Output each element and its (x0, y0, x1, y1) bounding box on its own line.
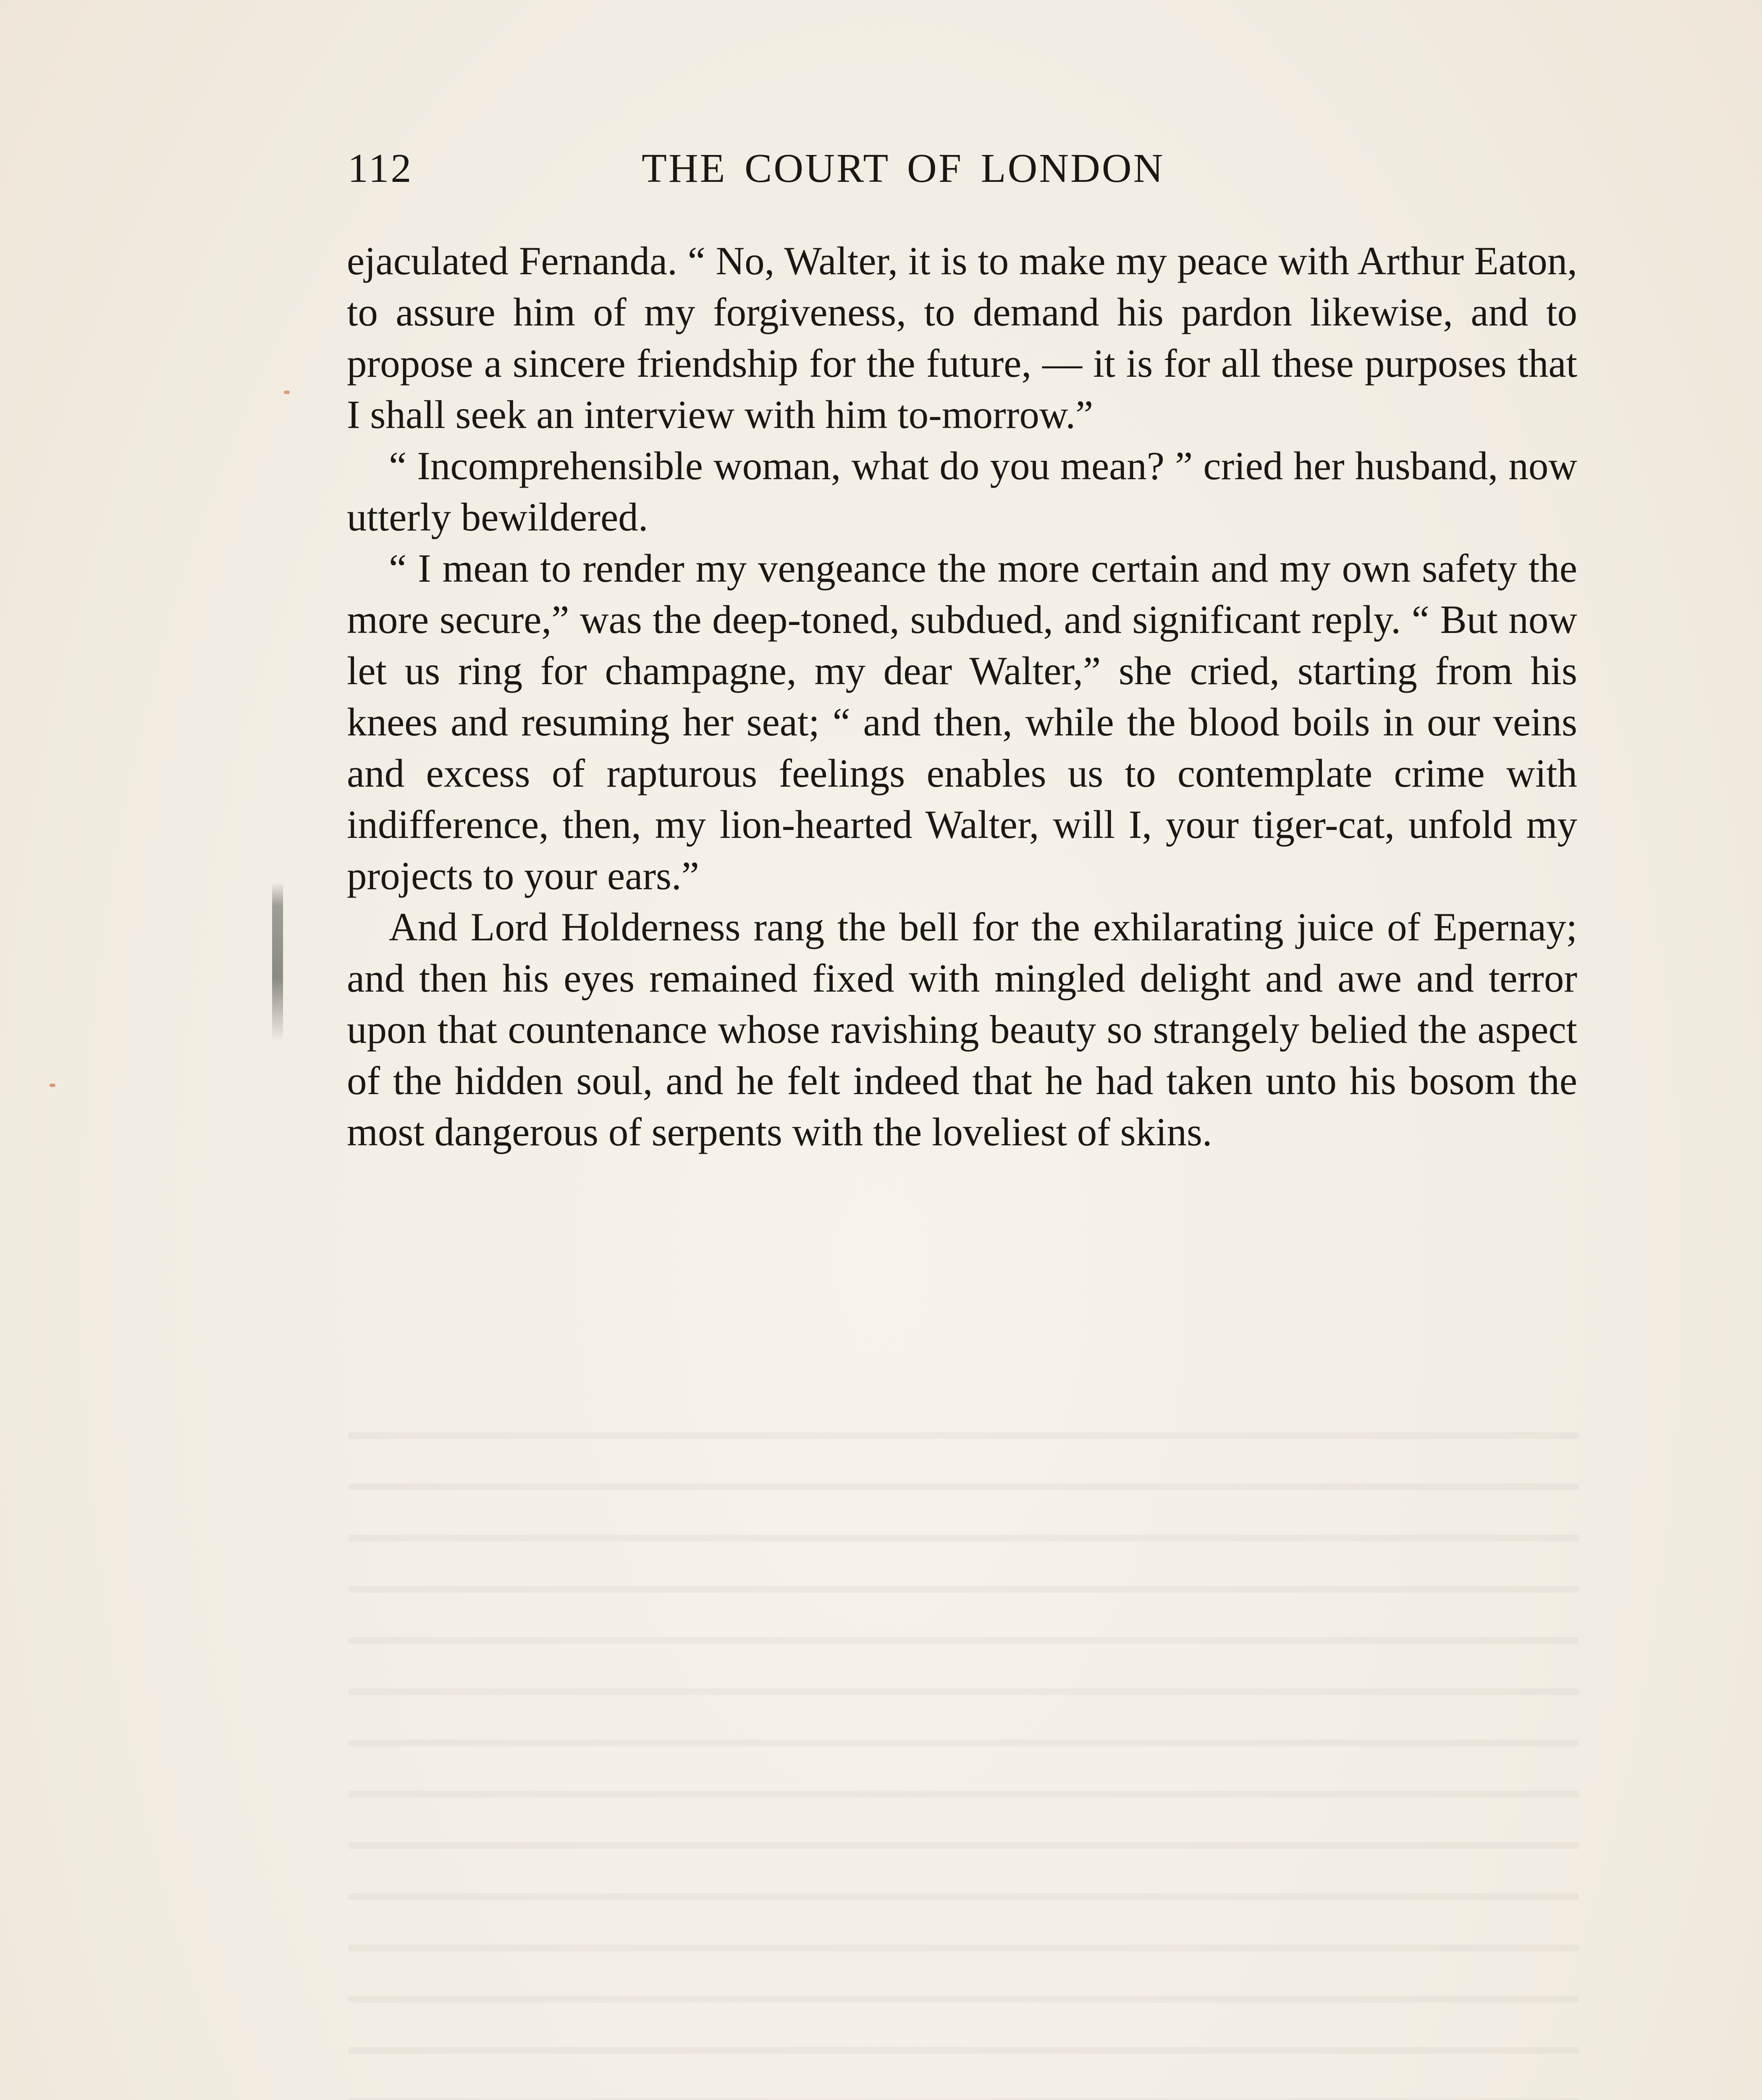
paragraph-continuation: ejaculated Fernanda. “ No, Walter, it is to make my peace with Arthur Eaton, to assure him of my forgiveness, to demand his pardon likewise, and to propose a sincere friendship for the future, — it is for all these purposes that I shall seek an interview with him to-morrow.” (347, 239, 1577, 437)
margin-pencil-mark (272, 882, 283, 1042)
paper-speck (50, 1084, 55, 1087)
running-header (348, 145, 1579, 204)
paragraph: “ Incomprehensible woman, what do you mean? ” cried her husband, now utterly bewildered. (347, 444, 1577, 539)
running-title: THE COURT OF LONDON (642, 146, 1165, 191)
paragraph: And Lord Holderness rang the bell for the exhilarating juice of Epernay; and then his eyes remained fixed with mingled delight and awe and terror upon that countenance whose ravishing beauty so strangely belied the aspect of the hidden soul, and he felt indeed that he had taken unto his bosom the most dangerous of serpents with the loveliest of skins. (347, 905, 1577, 1154)
paragraph: “ I mean to render my vengeance the more certain and my own safety the more secure,” was the deep-toned, subdued, and significant reply. “ But now let us ring for champagne, my dear Walter,” she cried, starting from his knees and resuming her seat; “ and then, while the blood boils in our veins and excess of rapturous feelings enables us to contemplate crime with indifference, then, my lion-hearted Walter, will I, your tiger-cat, unfold my projects to your ears.” (347, 546, 1577, 898)
bleed-through-text (349, 1399, 1579, 2100)
paper-speck (284, 391, 290, 394)
page-number: 112 (348, 146, 413, 191)
body-text (347, 235, 1577, 1158)
